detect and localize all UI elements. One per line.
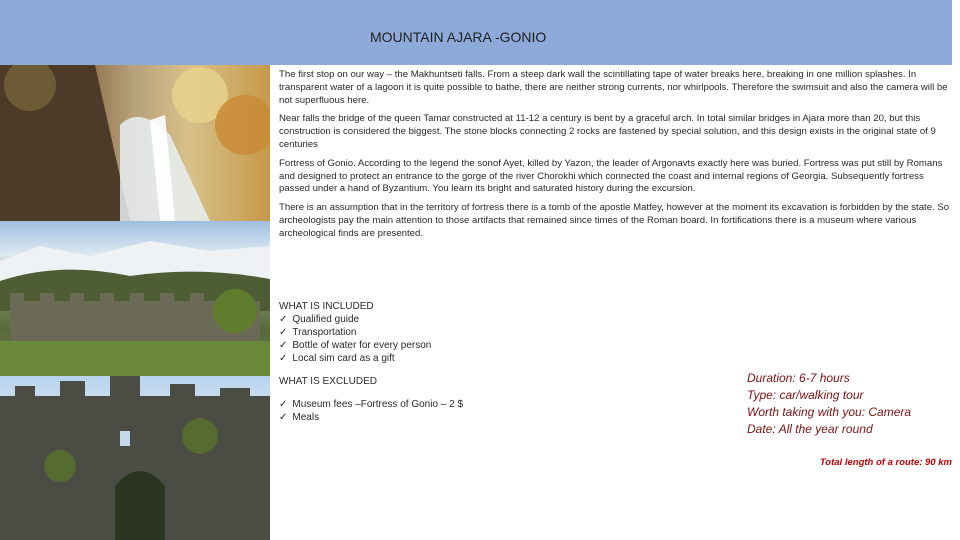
paragraph-waterfall: The first stop on our way – the Makhuntseti falls. From a steep dark wall the scintillating tape of water breaks here, breaking in one million splashes. In transparent water of a lagoon it is quite possible to bathe, there are neither strong currents, nor whirlpools. Therefore the swimsuit and also the camera will be not superfluous here.: [279, 69, 948, 106]
header-bar: [0, 0, 952, 65]
list-item: ✓ Qualified guide: [279, 314, 360, 325]
included-list: [279, 300, 431, 365]
check-icon: ✓: [279, 412, 288, 423]
included-heading: WHAT IS INCLUDED: [279, 301, 374, 312]
list-item: ✓ Meals: [279, 412, 320, 423]
list-item: ✓ Museum fees –Fortress of Gonio – 2 $: [279, 399, 464, 410]
paragraph-tomb: There is an assumption that in the territory of fortress there is a tomb of the apostle Matfey, however at the moment its excavation is forbidden by the state. So archeologists pay the main attention to those artifacts that remained since times of the Roman board. In fortifications there is a museum where various archeological finds are presented.: [279, 202, 950, 239]
paragraph-fortress: Fortress of Gonio. According to the legend the sonof Ayet, killed by Yazon, the leader of Argonavts exactly here was buried. Fortress was put still by Romans and designed to protect an entrance to the gorge of the river Chorokhi which connected the coast and internal regions of Georgia. Subsequently fortress passed under a hand of Byzantium. You learn its bright and saturated history during the excursion.: [279, 157, 943, 195]
paragraph-bridge: Near falls the bridge of the queen Tamar constructed at 11-12 a century is bent by a graceful arch. In total similar bridges in Ajara more than 20, but this construction is considered the biggest. The stone blocks connecting 2 rocks are fastened by special solution, and this design exists in the original state of 9 centuries: [279, 113, 936, 150]
fortress-gate-illustration: [0, 376, 270, 540]
tour-date: Date: All the year round: [747, 422, 873, 436]
fortress-gate-photo: [0, 376, 270, 540]
excluded-heading: WHAT IS EXCLUDED: [279, 376, 377, 387]
waterfall-photo: [0, 65, 270, 221]
check-icon: ✓: [279, 327, 288, 338]
page-title: MOUNTAIN AJARA -GONIO: [370, 29, 547, 45]
list-item: ✓ Bottle of water for every person: [279, 340, 432, 351]
fortress-illustration: [0, 221, 270, 376]
check-icon: ✓: [279, 314, 288, 325]
waterfall-illustration: [0, 65, 270, 221]
excluded-list: [279, 398, 463, 424]
duration: Duration: 6-7 hours: [747, 371, 850, 385]
list-item: ✓ Local sim card as a gift: [279, 353, 395, 364]
list-item: ✓ Transportation: [279, 327, 357, 338]
route-length: Total length of a route: 90 km: [819, 457, 952, 468]
check-icon: ✓: [279, 399, 288, 410]
description: [279, 69, 953, 247]
tour-type: Type: car/walking tour: [747, 388, 864, 402]
photo-column: [0, 65, 270, 540]
check-icon: ✓: [279, 340, 288, 351]
worth-taking: Worth taking with you: Camera: [747, 405, 912, 419]
tour-info: [747, 370, 911, 438]
check-icon: ✓: [279, 353, 288, 364]
fortress-photo: [0, 221, 270, 376]
